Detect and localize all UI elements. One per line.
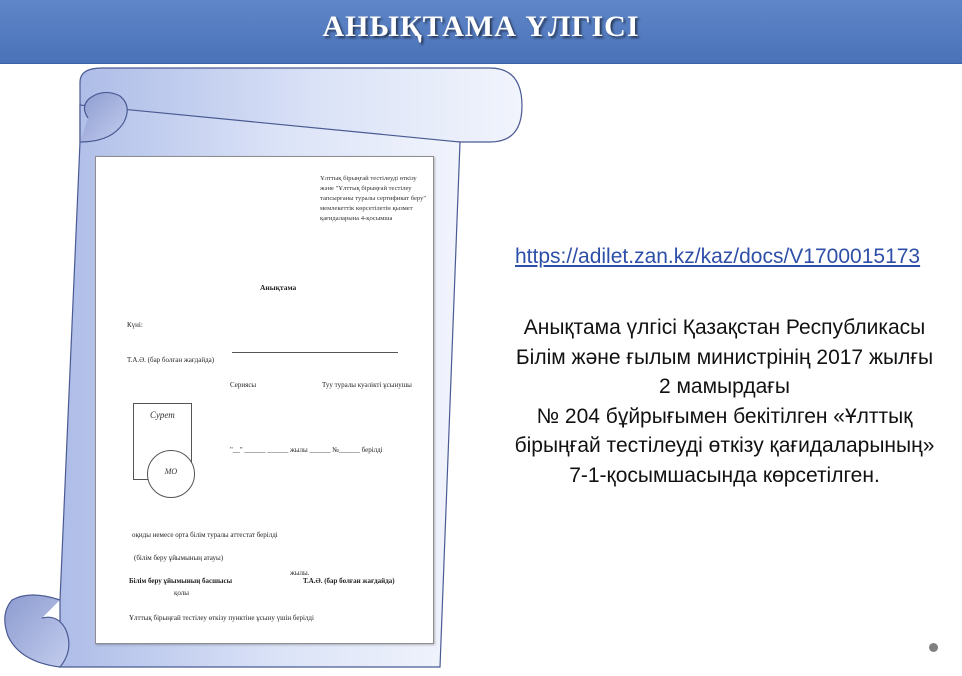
description-line: № 204 бұйрығымен бекітілген «Ұлттық: [536, 404, 913, 428]
document-title: Анықтама: [260, 283, 297, 292]
scroll-bottom-curl: [5, 595, 69, 667]
date-label: Күні:: [127, 321, 143, 329]
series-label: Сериясы: [230, 381, 257, 389]
adilet-link[interactable]: https://adilet.zan.kz/kaz/docs/V1700015173: [515, 245, 921, 268]
studied-line: оқиды немесе орта білім туралы аттестат берілді: [132, 531, 278, 539]
description-line: 7-1-қосымшасында көрсетілген.: [569, 463, 880, 487]
name-line: [232, 352, 398, 353]
annex-note: Ұлттық бірыңғай тестілеуді өткізу және "Ұлттық бірыңғай тестілеу тапсырғаны туралы сертификат беру" мемлекеттік көрсетілетін қызмет қағидаларына 4-қосымша: [320, 175, 427, 222]
organization-name-line: (білім беру ұйымының атауы): [134, 554, 224, 562]
stamp-label: МО: [164, 467, 178, 476]
slide-title: АНЫҚТАМА ҮЛГІСІ: [322, 10, 640, 43]
photo-label: Сурет: [150, 410, 175, 420]
description-line: бірыңғай тестілеуді өткізу қағидаларының»: [514, 434, 935, 457]
description-line: 2 мамырдағы: [658, 375, 791, 398]
description-line: Білім және ғылым министрінің 2017 жылғы: [515, 345, 934, 369]
bullet-dot: [929, 643, 938, 652]
signature-label: қолы: [174, 589, 190, 597]
certificate-document: [95, 156, 434, 644]
description-line: Анықтама үлгісі Қазақстан Республикасы: [523, 316, 926, 339]
title-banner: [0, 0, 962, 64]
birth-certificate-label: Туу туралы куәлікті ұсынушы: [322, 381, 412, 389]
issued-line: "__" ______ ______ жылы ______ №______ берілді: [230, 446, 383, 454]
year-word: жылы.: [290, 569, 310, 577]
head-name-label: Т.А.Ә. (бар болған жағдайда): [303, 577, 395, 585]
head-label: Білім беру ұйымының басшысы: [129, 577, 233, 585]
name-label: Т.А.Ә. (бар болған жағдайда): [127, 356, 215, 364]
stamp-placeholder: [147, 450, 195, 498]
footer-line: Ұлттық бірыңғай тестілеу өткізу пунктіне ұсыну үшін берілді: [129, 614, 314, 622]
description-text: [503, 313, 946, 490]
